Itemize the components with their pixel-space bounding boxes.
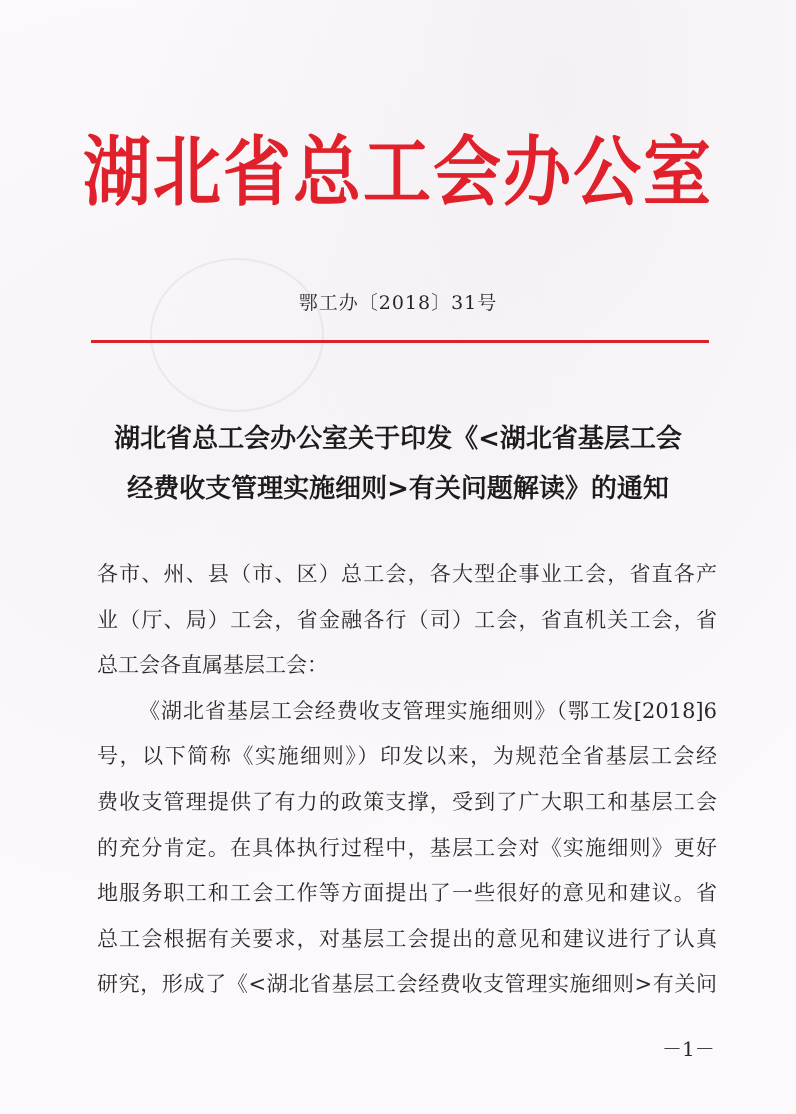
addressee-line-2: 业（厅、局）工会，省金融各行（司）工会，省直机关工会，省 xyxy=(97,607,717,632)
body-text xyxy=(97,552,717,1008)
notice-title xyxy=(0,414,796,514)
paragraph-1-line-2: 号，以下简称《实施细则》）印发以来，为规范全省基层工会经 xyxy=(97,744,717,769)
paragraph-1-line-1: 《湖北省基层工会经费收支管理实施细则》（鄂工发[2018]6 xyxy=(139,698,717,723)
page-number: －1－ xyxy=(662,1037,715,1061)
issuer-header: 湖北省总工会办公室 xyxy=(82,129,713,218)
addressee-line-3: 总工会各直属基层工会： xyxy=(97,653,328,678)
notice-title-line-2: 经费收支管理实施细则>有关问题解读》的通知 xyxy=(127,474,669,504)
paragraph-1 xyxy=(97,689,717,1008)
addressee-line-1: 各市、州、县（市、区）总工会，各大型企事业工会，省直各产 xyxy=(97,562,717,586)
paragraph-1-line-5: 地服务职工和工会工作等方面提出了一些很好的意见和建议。省 xyxy=(97,881,717,906)
paragraph-1-line-3: 费收支管理提供了有力的政策支撑，受到了广大职工和基层工会 xyxy=(97,789,717,814)
addressee-paragraph xyxy=(97,552,717,689)
paragraph-1-line-7: 研究，形成了《<湖北省基层工会经费收支管理实施细则>有关问 xyxy=(97,972,717,997)
paragraph-1-line-6: 总工会根据有关要求，对基层工会提出的意见和建议进行了认真 xyxy=(97,926,717,951)
paragraph-1-line-4: 的充分肯定。在具体执行过程中，基层工会对《实施细则》更好 xyxy=(97,835,717,860)
faint-seal-impression xyxy=(150,258,324,412)
red-separator-line xyxy=(91,340,709,343)
notice-title-line-1: 湖北省总工会办公室关于印发《<湖北省基层工会 xyxy=(114,424,682,454)
document-number: 鄂工办〔2018〕31号 xyxy=(298,292,498,314)
